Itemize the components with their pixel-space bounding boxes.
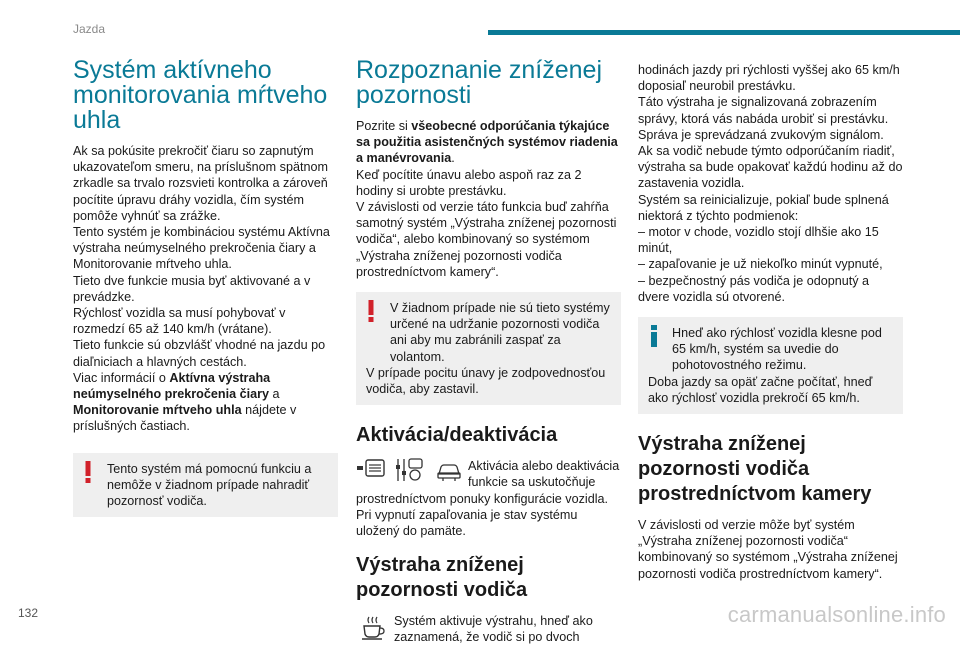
paragraph: Ak sa vodič nebude týmto odporúčaním riadiť, výstraha sa bude opakovať každú hodinu až do zastavenia vozidla. [638,144,903,191]
activation-block [356,458,621,539]
subsection-title-camera-alert: Výstraha zníženej pozornosti vodiča prostredníctvom kamery [638,433,872,506]
note-text: V prípade pocitu únavy je zodpovednosťou vodiča, aby zastavil. [366,365,606,397]
note-text: Tento systém má pomocnú funkciu a nemôže v žiadnom prípade nahradiť pozornosť vodiča. [107,461,312,509]
warning-exclamation-icon [85,461,91,483]
running-header: Jazda [73,22,106,36]
driving-settings-icon [394,457,424,483]
note-text: V žiadnom prípade nie sú tieto systémy určené na udržanie pozornosti vodiča ani aby mu zabránili zaspať za volantom. [390,301,610,364]
paragraph: V závislosti od verzie táto funkcia buď zahŕňa samotný systém „Výstraha zníženej pozornosti vodiča“, alebo kombinovaný so systémom „Výstraha zníženej pozornosti vodiča prostredníctvom kamery“. [356,200,617,279]
paragraph: Správa je sprevádzaná zvukovým signálom. [638,127,884,142]
paragraph: Tieto dve funkcie musia byť aktivované a v prevádzke. [73,273,311,304]
column-attention [356,58,621,646]
coffee-cup-icon [360,615,386,641]
paragraph: Ak sa pokúsite prekročiť čiaru so zapnutým ukazovateľom smeru, na príslušnom spätnom zrkadle sa trvalo rozsvieti kontrolka a zároveň pocítite úpravu dráhy vozidla, čím systém pomôže vyhnúť sa zrážke. [73,144,328,223]
touchscreen-menu-icon [356,458,386,480]
section-title-blind-spot: Systém aktívneho monitorovania mŕtveho uhla [73,56,328,134]
note-text: Hneď ako rýchlosť vozidla klesne pod 65 km/h, systém sa uvedie do pohotovostného režimu. [672,326,882,373]
info-note [638,317,903,414]
info-icon [650,325,658,347]
note-text: Doba jazdy sa opäť začne počítať, hneď ako rýchlosť vozidla prekročí 65 km/h. [648,374,873,405]
column-blind-spot [73,58,338,531]
paragraph: Tieto funkcie sú obzvlášť vhodné na jazdu po diaľniciach a hlavných cestách. [73,338,326,369]
car-settings-icon [436,460,462,482]
paragraph: hodinách jazdy pri rýchlosti vyššej ako 65 km/h doposiaľ neurobil prestávku. [638,63,900,94]
activation-memory-text: Pri vypnutí zapaľovania je stav systému uložený do pamäte. [356,507,578,539]
subsection-title-activation: Aktivácia/deaktivácia [356,424,558,447]
subsection-title-driver-alert: Výstraha zníženej pozornosti vodiča [356,554,528,602]
camera-alert-text: V závislosti od verzie môže byť systém „Výstraha zníženej pozornosti vodiča“ kombinovaný so systémom „Výstraha zníženej pozornosti vodiča prostredníctvom kamery“. [638,518,898,581]
warning-note [73,453,338,518]
reference-paragraph: Viac informácií o Aktívna výstraha neúmyselného prekročenia čiary a Monitorovanie mŕtveho uhla nájdete v príslušných častiach. [73,370,297,434]
list-item: – bezpečnostný pás vodiča je odopnutý a dvere vozidla sú otvorené. [638,273,870,304]
watermark: carmanualsonline.info [727,602,946,627]
paragraph: Keď pocítite únavu alebo aspoň raz za 2 hodiny si urobte prestávku. [356,167,582,198]
warning-exclamation-icon [368,300,374,322]
column-attention-continued [638,62,903,582]
paragraph: Rýchlosť vozidla sa musí pohybovať v rozmedzí 65 až 140 km/h (vrátane). [73,306,286,337]
driver-alert-block [356,613,621,645]
paragraph: Táto výstraha je signalizovaná zobrazením správy, ktorá vás nabáda urobiť si prestávku. [638,95,889,126]
intro-paragraph: Pozrite si všeobecné odporúčania týkajúce sa použitia asistenčných systémov riadenia a manévrovania. [356,119,618,166]
header-accent-bar [488,30,960,35]
section-title-attention: Rozpoznanie zníženej pozornosti [356,56,602,109]
list-item: – zapaľovanie je už niekoľko minút vypnuté, [638,257,883,272]
warning-note [356,292,621,405]
activation-text: Aktivácia alebo deaktivácia funkcie sa uskutočňuje [468,459,620,490]
page-number: 132 [18,606,39,620]
paragraph: Tento systém je kombináciou systému Aktívna výstraha neúmyselného prekročenia čiary a Monitorovanie mŕtveho uhla. [73,225,330,272]
driver-alert-text: Systém aktivuje výstrahu, hneď ako zaznamená, že vodič si po dvoch [394,614,593,645]
list-item: – motor v chode, vozidlo stojí dlhšie ako 15 minút, [638,225,879,256]
paragraph: Systém sa reinicializuje, pokiaľ bude splnená niektorá z týchto podmienok: [638,192,889,223]
activation-text-continued: prostredníctvom ponuky konfigurácie vozidla. [356,491,609,506]
